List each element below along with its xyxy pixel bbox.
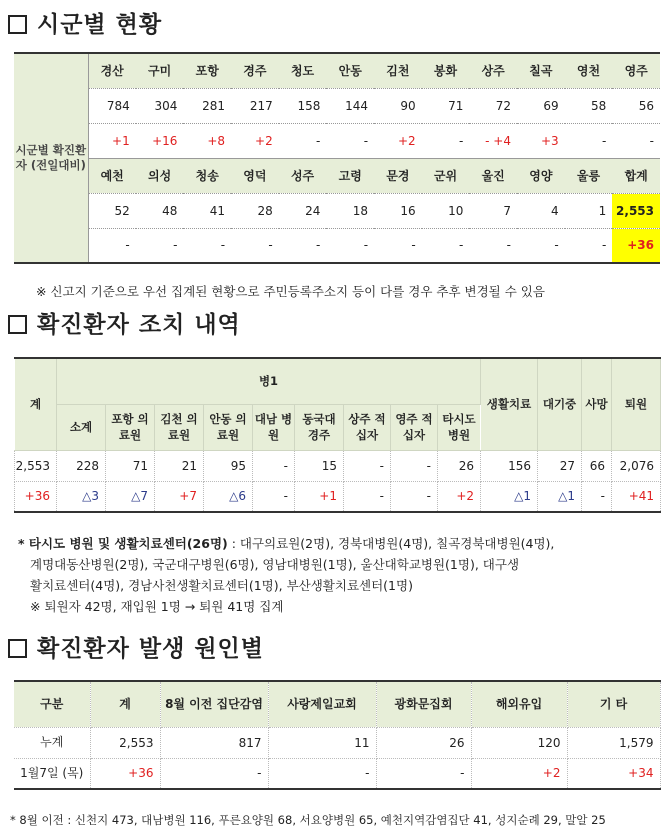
region-change: - <box>183 228 231 263</box>
region-count: 304 <box>136 88 184 123</box>
region-name: 합계 <box>612 158 660 193</box>
region-change: +3 <box>517 123 565 158</box>
action-cell: - <box>391 481 438 512</box>
cause-header: 해외유입 <box>471 681 567 727</box>
cause-cell: +36 <box>90 758 160 789</box>
region-count: 58 <box>565 88 613 123</box>
hospital-sub-header: 상주 적십자 <box>344 404 391 450</box>
region-change: - <box>565 123 613 158</box>
region-change: - +4 <box>469 123 517 158</box>
action-cell: +7 <box>155 481 204 512</box>
action-cell: - <box>344 481 391 512</box>
section1-title: 시군별 현황 <box>8 6 162 39</box>
region-change: +2 <box>231 123 279 158</box>
action-cell: +36 <box>15 481 57 512</box>
cause-cell: 11 <box>268 727 376 758</box>
action-cell: 21 <box>155 450 204 481</box>
region-count: 144 <box>326 88 374 123</box>
hospital-sub-header: 소계 <box>57 404 106 450</box>
cause-cell: 1,579 <box>567 727 660 758</box>
region-name: 김천 <box>374 53 422 88</box>
region-count: 217 <box>231 88 279 123</box>
region-count: 71 <box>422 88 470 123</box>
section2-notes <box>18 533 554 617</box>
action-cell: 2,553 <box>15 450 57 481</box>
action-cell: 15 <box>295 450 344 481</box>
region-count: 52 <box>88 193 136 228</box>
region-count: 2,553 <box>612 193 660 228</box>
side-label: 시군별 확진환자 (전일대비) <box>14 53 88 263</box>
cause-cell: 817 <box>160 727 268 758</box>
col-hospital-header: 병1 <box>57 358 481 404</box>
note-line: ※ 퇴원자 42명, 재입원 1명 → 퇴원 41명 집계 <box>30 599 284 614</box>
section3-title: 확진환자 발생 원인별 <box>8 630 264 663</box>
region-change: - <box>422 123 470 158</box>
region-count: 158 <box>279 88 327 123</box>
hospital-sub-header: 김천 의료원 <box>155 404 204 450</box>
region-change: - <box>88 228 136 263</box>
hospital-sub-header: 대남 병원 <box>253 404 295 450</box>
region-change: - <box>565 228 613 263</box>
region-name: 의성 <box>136 158 184 193</box>
region-name: 구미 <box>136 53 184 88</box>
note-line <box>18 533 554 554</box>
action-cell: - <box>253 450 295 481</box>
cause-cell: - <box>160 758 268 789</box>
cause-cell: 2,553 <box>90 727 160 758</box>
region-change: - <box>279 123 327 158</box>
region-name: 영양 <box>517 158 565 193</box>
region-count: 69 <box>517 88 565 123</box>
action-cell: 27 <box>538 450 582 481</box>
note-bold: * 타시도 병원 및 생활치료센터(26명) <box>18 536 228 551</box>
cause-table <box>14 680 661 790</box>
region-name: 봉화 <box>422 53 470 88</box>
region-change: - <box>326 123 374 158</box>
action-cell: 2,076 <box>612 450 661 481</box>
region-count: 281 <box>183 88 231 123</box>
note-line: 계명대동산병원(2명), 국군대구병원(6명), 영남대병원(1명), 울산대학교병원(1명), 대구생 <box>30 557 520 572</box>
region-name: 예천 <box>88 158 136 193</box>
region-name: 울진 <box>469 158 517 193</box>
cause-header: 사랑제일교회 <box>268 681 376 727</box>
action-cell: △3 <box>57 481 106 512</box>
region-count: 28 <box>231 193 279 228</box>
region-change: +36 <box>612 228 660 263</box>
hospital-sub-header: 안동 의료원 <box>204 404 253 450</box>
region-change: - <box>517 228 565 263</box>
region-name: 울릉 <box>565 158 613 193</box>
region-count: 4 <box>517 193 565 228</box>
region-count: 18 <box>326 193 374 228</box>
region-change: - <box>612 123 660 158</box>
hospital-sub-header: 영주 적십자 <box>391 404 438 450</box>
region-name: 청도 <box>279 53 327 88</box>
cause-cell: +2 <box>471 758 567 789</box>
checkbox-square-icon <box>8 15 27 34</box>
region-count: 1 <box>565 193 613 228</box>
action-cell: - <box>582 481 612 512</box>
action-cell: +41 <box>612 481 661 512</box>
region-name: 성주 <box>279 158 327 193</box>
cause-header: 구분 <box>14 681 90 727</box>
cause-header: 계 <box>90 681 160 727</box>
region-count: 41 <box>183 193 231 228</box>
patient-action-table <box>14 357 661 513</box>
action-cell: 71 <box>106 450 155 481</box>
region-count: 56 <box>612 88 660 123</box>
region-name: 경주 <box>231 53 279 88</box>
region-change: - <box>136 228 184 263</box>
region-name: 경산 <box>88 53 136 88</box>
cause-cell: - <box>376 758 471 789</box>
action-cell: 95 <box>204 450 253 481</box>
action-cell: - <box>253 481 295 512</box>
col-death-header: 사망 <box>582 358 612 450</box>
checkbox-square-icon <box>8 315 27 334</box>
cause-cell: 26 <box>376 727 471 758</box>
action-cell: △1 <box>481 481 538 512</box>
region-name: 칠곡 <box>517 53 565 88</box>
region-name: 문경 <box>374 158 422 193</box>
action-cell: +1 <box>295 481 344 512</box>
action-cell: 156 <box>481 450 538 481</box>
action-cell: △1 <box>538 481 582 512</box>
region-count: 10 <box>422 193 470 228</box>
region-change: +2 <box>374 123 422 158</box>
region-name: 영천 <box>565 53 613 88</box>
col-discharge-header: 퇴원 <box>612 358 661 450</box>
region-count: 7 <box>469 193 517 228</box>
region-count: 90 <box>374 88 422 123</box>
region-name: 상주 <box>469 53 517 88</box>
region-change: +16 <box>136 123 184 158</box>
region-name: 포항 <box>183 53 231 88</box>
note-line: 활치료센터(4명), 경남사천생활치료센터(1명), 부산생활치료센터(1명) <box>30 578 413 593</box>
region-count: 24 <box>279 193 327 228</box>
cause-header: 기 타 <box>567 681 660 727</box>
checkbox-square-icon <box>8 639 27 658</box>
region-change: - <box>231 228 279 263</box>
region-change: - <box>422 228 470 263</box>
action-cell: 66 <box>582 450 612 481</box>
region-count: 48 <box>136 193 184 228</box>
cause-header: 광화문집회 <box>376 681 471 727</box>
region-change: +1 <box>88 123 136 158</box>
cause-cell: - <box>268 758 376 789</box>
cause-cell: +34 <box>567 758 660 789</box>
section2-title: 확진환자 조치 내역 <box>8 306 241 339</box>
hospital-sub-header: 동국대 경주 <box>295 404 344 450</box>
region-status-table <box>14 52 660 264</box>
note-rest: : 대구의료원(2명), 경북대병원(4명), 칠곡경북대병원(4명), <box>227 536 555 551</box>
region-change: +8 <box>183 123 231 158</box>
region-name: 청송 <box>183 158 231 193</box>
region-change: - <box>469 228 517 263</box>
cause-cell: 1월7일 (목) <box>14 758 90 789</box>
section3-footnote: * 8월 이전 : 신천지 473, 대남병원 116, 푸른요양원 68, 서요양병원 65, 예천지역감염집단 41, 성지순례 29, 말알 25 <box>10 813 606 827</box>
region-name: 영주 <box>612 53 660 88</box>
col-wait-header: 대기중 <box>538 358 582 450</box>
cause-cell: 누계 <box>14 727 90 758</box>
region-name: 고령 <box>326 158 374 193</box>
action-cell: - <box>344 450 391 481</box>
hospital-sub-header: 포항 의료원 <box>106 404 155 450</box>
section1-note: ※ 신고지 기준으로 우선 집계된 현황으로 주민등록주소지 등이 다를 경우 추후 변경될 수 있음 <box>36 284 545 299</box>
action-cell: 26 <box>438 450 481 481</box>
region-count: 784 <box>88 88 136 123</box>
region-count: 16 <box>374 193 422 228</box>
col-life-header: 생활치료 <box>481 358 538 450</box>
region-change: - <box>279 228 327 263</box>
action-cell: △6 <box>204 481 253 512</box>
action-cell: +2 <box>438 481 481 512</box>
action-cell: - <box>391 450 438 481</box>
region-name: 영덕 <box>231 158 279 193</box>
hospital-sub-header: 타시도 병원 <box>438 404 481 450</box>
cause-header: 8월 이전 집단감염 <box>160 681 268 727</box>
action-cell: 228 <box>57 450 106 481</box>
region-name: 군위 <box>422 158 470 193</box>
col-total-header: 계 <box>15 358 57 450</box>
region-change: - <box>374 228 422 263</box>
region-count: 72 <box>469 88 517 123</box>
action-cell: △7 <box>106 481 155 512</box>
cause-cell: 120 <box>471 727 567 758</box>
region-name: 안동 <box>326 53 374 88</box>
region-change: - <box>326 228 374 263</box>
